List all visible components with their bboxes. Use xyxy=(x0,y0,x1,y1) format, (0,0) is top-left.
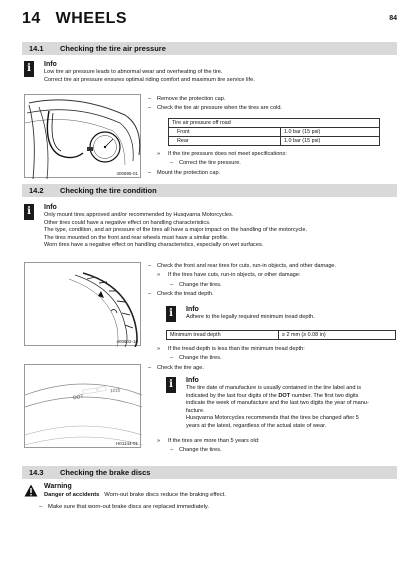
tire-damage-figure xyxy=(24,262,141,346)
tire-pressure-steps-cont xyxy=(148,151,388,177)
info-heading: Info xyxy=(44,61,57,68)
sub-step-change-tires: – Change the tires. xyxy=(148,282,388,289)
chapter-name: WHEELS xyxy=(55,10,128,27)
warning-note-brake-discs xyxy=(24,484,396,514)
info-line: Other tires could have a negative effect on handling characteristics. xyxy=(44,219,211,226)
tire-pressure-steps xyxy=(148,96,388,113)
tire-pressure-table xyxy=(168,118,380,146)
tire-tread-illustration xyxy=(25,263,142,347)
info-note-tire-age xyxy=(166,377,396,445)
section-title: Checking the tire condition xyxy=(60,186,157,195)
table-cell-label: Minimum tread depth xyxy=(167,331,279,340)
table-row xyxy=(169,128,380,137)
sub-step-change-tires: – Change the tires. xyxy=(148,355,388,362)
section-title: Checking the brake discs xyxy=(60,468,151,477)
condition-damage: » If the tires have cuts, run-in objects, or other damage: xyxy=(148,272,388,279)
info-icon: i xyxy=(166,306,176,322)
table-cell-value: ≥ 2 mm (≥ 0.08 in) xyxy=(279,331,396,340)
step-check-age: – Check the tire age. xyxy=(148,365,388,372)
warning-label: Danger of accidents xyxy=(44,492,100,498)
info-icon: i xyxy=(24,61,34,77)
figure-id: H01144-01 xyxy=(116,441,138,446)
info-line: The tire date of manufacture is usually contained in the tire label and is xyxy=(186,385,362,391)
section-heading-tire-condition xyxy=(22,184,397,197)
info-line: Low tire air pressure leads to abnormal wear and overheating of the tire. xyxy=(44,69,223,75)
info-icon: i xyxy=(166,377,176,393)
section-heading-tire-pressure xyxy=(22,42,397,55)
tire-dot-illustration xyxy=(25,365,142,449)
table-header: Tire air pressure off road xyxy=(169,119,380,128)
tread-depth-table xyxy=(166,330,396,340)
info-note-tire-condition xyxy=(24,204,396,256)
table-row xyxy=(167,331,396,340)
figure-id: 400602-10 xyxy=(116,339,138,344)
info-line: facture. xyxy=(186,407,205,414)
warning-triangle-icon xyxy=(24,484,38,497)
page-number: 84 xyxy=(389,15,397,22)
info-line: Adhere to the legally required minimum tread depth. xyxy=(186,314,315,320)
info-note-tread xyxy=(166,306,396,324)
tire-condition-steps xyxy=(148,263,388,298)
info-line: years at the latest, regardless of the actual state of wear. xyxy=(186,422,327,429)
tire-pressure-gauge-figure xyxy=(24,94,141,178)
step-mount-cap: – Mount the protection cap. xyxy=(148,170,388,177)
tire-age-steps xyxy=(148,438,388,455)
section-heading-brake-discs xyxy=(22,466,397,479)
table-row xyxy=(169,137,380,146)
info-line: The tires mounted on the front and rear wheels must have a similar profile. xyxy=(44,234,229,241)
dot-term: DOT xyxy=(278,392,291,399)
step-check-damage: – Check the front and rear tires for cuts, run-in objects, and other damage. xyxy=(148,263,388,270)
condition-pressure: » If the tire pressure does not meet specifications: xyxy=(148,151,388,158)
tire-dot-figure xyxy=(24,364,141,448)
chapter-title xyxy=(22,10,127,28)
info-heading: Info xyxy=(186,306,199,313)
info-note-tire-pressure xyxy=(24,61,396,89)
info-line: Husqvarna Motorcycles recommends that the tires be changed after 5 xyxy=(186,415,359,422)
dot-label: DOT xyxy=(72,393,85,402)
step-check-tread: – Check the tread depth. xyxy=(148,291,388,298)
section-number: 14.3 xyxy=(29,468,44,477)
chapter-number: 14 xyxy=(22,10,41,27)
figure-id: 400695-01 xyxy=(116,171,138,176)
table-cell-value: 1.0 bar (15 psi) xyxy=(281,137,380,146)
step-replace-discs: – Make sure that worn-out brake discs are replaced immediately. xyxy=(39,504,209,510)
info-heading: Info xyxy=(186,377,199,384)
section-number: 14.2 xyxy=(29,186,44,195)
sub-step-change-tires: – Change the tires. xyxy=(148,447,388,454)
info-line: indicated by the last four digits of the DOT number. The first two digits xyxy=(186,392,359,399)
condition-tread: » If the tread depth is less than the minimum tread depth: xyxy=(148,346,388,353)
warning-heading: Warning xyxy=(44,483,72,490)
info-icon: i xyxy=(24,204,34,220)
tread-depth-steps xyxy=(148,346,388,372)
section-number: 14.1 xyxy=(29,44,44,53)
step-remove-cap: – Remove the protection cap. xyxy=(148,96,388,103)
step-check-pressure: – Check the tire air pressure when the tires are cold. xyxy=(148,105,388,112)
condition-age: » If the tires are more than 5 years old: xyxy=(148,438,388,445)
section-title: Checking the tire air pressure xyxy=(60,44,166,53)
sub-step-correct-pressure: – Correct the tire pressure. xyxy=(148,160,388,167)
info-line: Worn tires have a negative effect on handling characteristics, especially on wet surfaces. xyxy=(44,242,264,249)
info-line: Only mount tires approved and/or recommended by Husqvarna Motorcycles. xyxy=(44,212,234,218)
tire-gauge-illustration xyxy=(25,95,142,179)
dot-date-code: 1215 xyxy=(109,387,121,394)
table-cell-label: Front xyxy=(169,128,281,137)
info-line: The type, condition, and air pressure of the tires all have a major impact on the handling of the motorcycle. xyxy=(44,227,308,234)
info-line: indicate the week of manufacture and the last two digits the year of manu- xyxy=(186,400,369,407)
page-header xyxy=(22,10,397,28)
warning-text: Danger of accidents Worn-out brake discs reduce the braking effect. xyxy=(44,492,226,498)
info-line: Correct tire air pressure ensures optimal riding comfort and maximum tire service life. xyxy=(44,76,255,83)
table-cell-label: Rear xyxy=(169,137,281,146)
info-heading: Info xyxy=(44,204,57,211)
table-cell-value: 1.0 bar (15 psi) xyxy=(281,128,380,137)
